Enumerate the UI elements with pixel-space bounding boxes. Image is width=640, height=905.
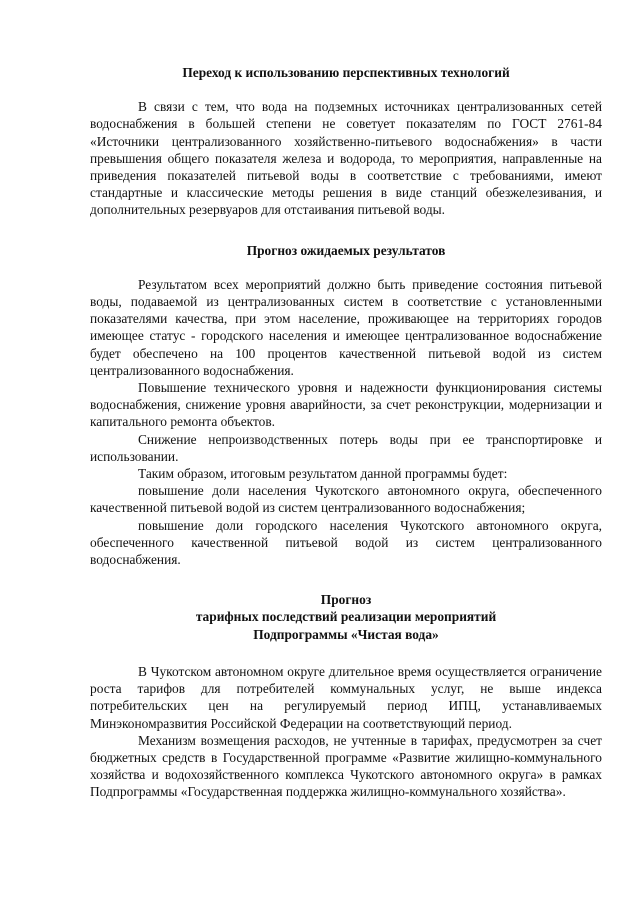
paragraph: В Чукотском автономном округе длительное время осуществляется ограничение роста тарифов для потребителей коммунальных услуг, не выше индекса потребительских цен на регулируемый период ИПЦ, устанавливаемых Минэкономразвития Российской Федерации на соответствующий период. [90, 663, 602, 731]
paragraph: повышение доли населения Чукотского автономного округа, обеспеченного качественной питьевой водой из систем централизованного водоснабжения; [90, 483, 602, 516]
paragraph: повышение доли городского населения Чукотского автономного округа, обеспеченного качественной питьевой водой из систем централизованного водоснабжения. [90, 517, 602, 568]
section-heading-line: Подпрограммы «Чистая вода» [253, 626, 439, 642]
document-page [90, 64, 602, 801]
section-heading-line: тарифных последствий реализации мероприятий [195, 609, 497, 625]
section-heading: Переход к использованию перспективных технологий [182, 65, 510, 80]
paragraph: Снижение непроизводственных потерь воды при ее транспортировке и использовании. [90, 431, 602, 464]
paragraph: Механизм возмещения расходов, не учтенные в тарифах, предусмотрен за счет бюджетных средств в Государственной программе «Развитие жилищно-коммунального хозяйства и водохозяйственного комплекса Чукотского автономного округа» в рамках Подпрограммы «Государственная поддержка жилищно-коммунального хозяйства». [90, 732, 602, 800]
section-heading-line: Прогноз [320, 592, 372, 608]
section-tariff-forecast [90, 591, 602, 800]
paragraph: Повышение технического уровня и надежности функционирования системы водоснабжения, снижение уровня аварийности, за счет реконструкции, модернизации и капитального ремонта объектов. [90, 380, 602, 430]
section-technologies [90, 64, 602, 219]
paragraph: Таким образом, итоговым результатом данной программы будет: [138, 466, 508, 482]
paragraph: В связи с тем, что вода на подземных источниках централизованных сетей водоснабжения в большей степени не советует показателям по ГОСТ 2761-84 «Источники централизованного хозяйственно-питьевого водоснабжения» в части превышения общего показателя железа и водорода, то мероприятия, направленные на приведения показателей питьевой воды в соответствие с требованиями, имеют стандартные и классические методы решения в виде станций обезжелезивания, и дополнительных резервуаров для отстаивания питьевой воды. [90, 99, 602, 218]
paragraph: Результатом всех мероприятий должно быть приведение состояния питьевой воды, подаваемой из централизованных систем в соответствие с установленными показателями качества, при этом население, проживающее на территориях городов имеющее статус - городского населения и имеющее централизованное водоснабжение будет обеспечено на 100 процентов качественной питьевой водой из систем централизованного водоснабжения. [90, 276, 602, 378]
section-heading: Прогноз ожидаемых результатов [246, 242, 446, 258]
section-expected-results [90, 242, 602, 569]
